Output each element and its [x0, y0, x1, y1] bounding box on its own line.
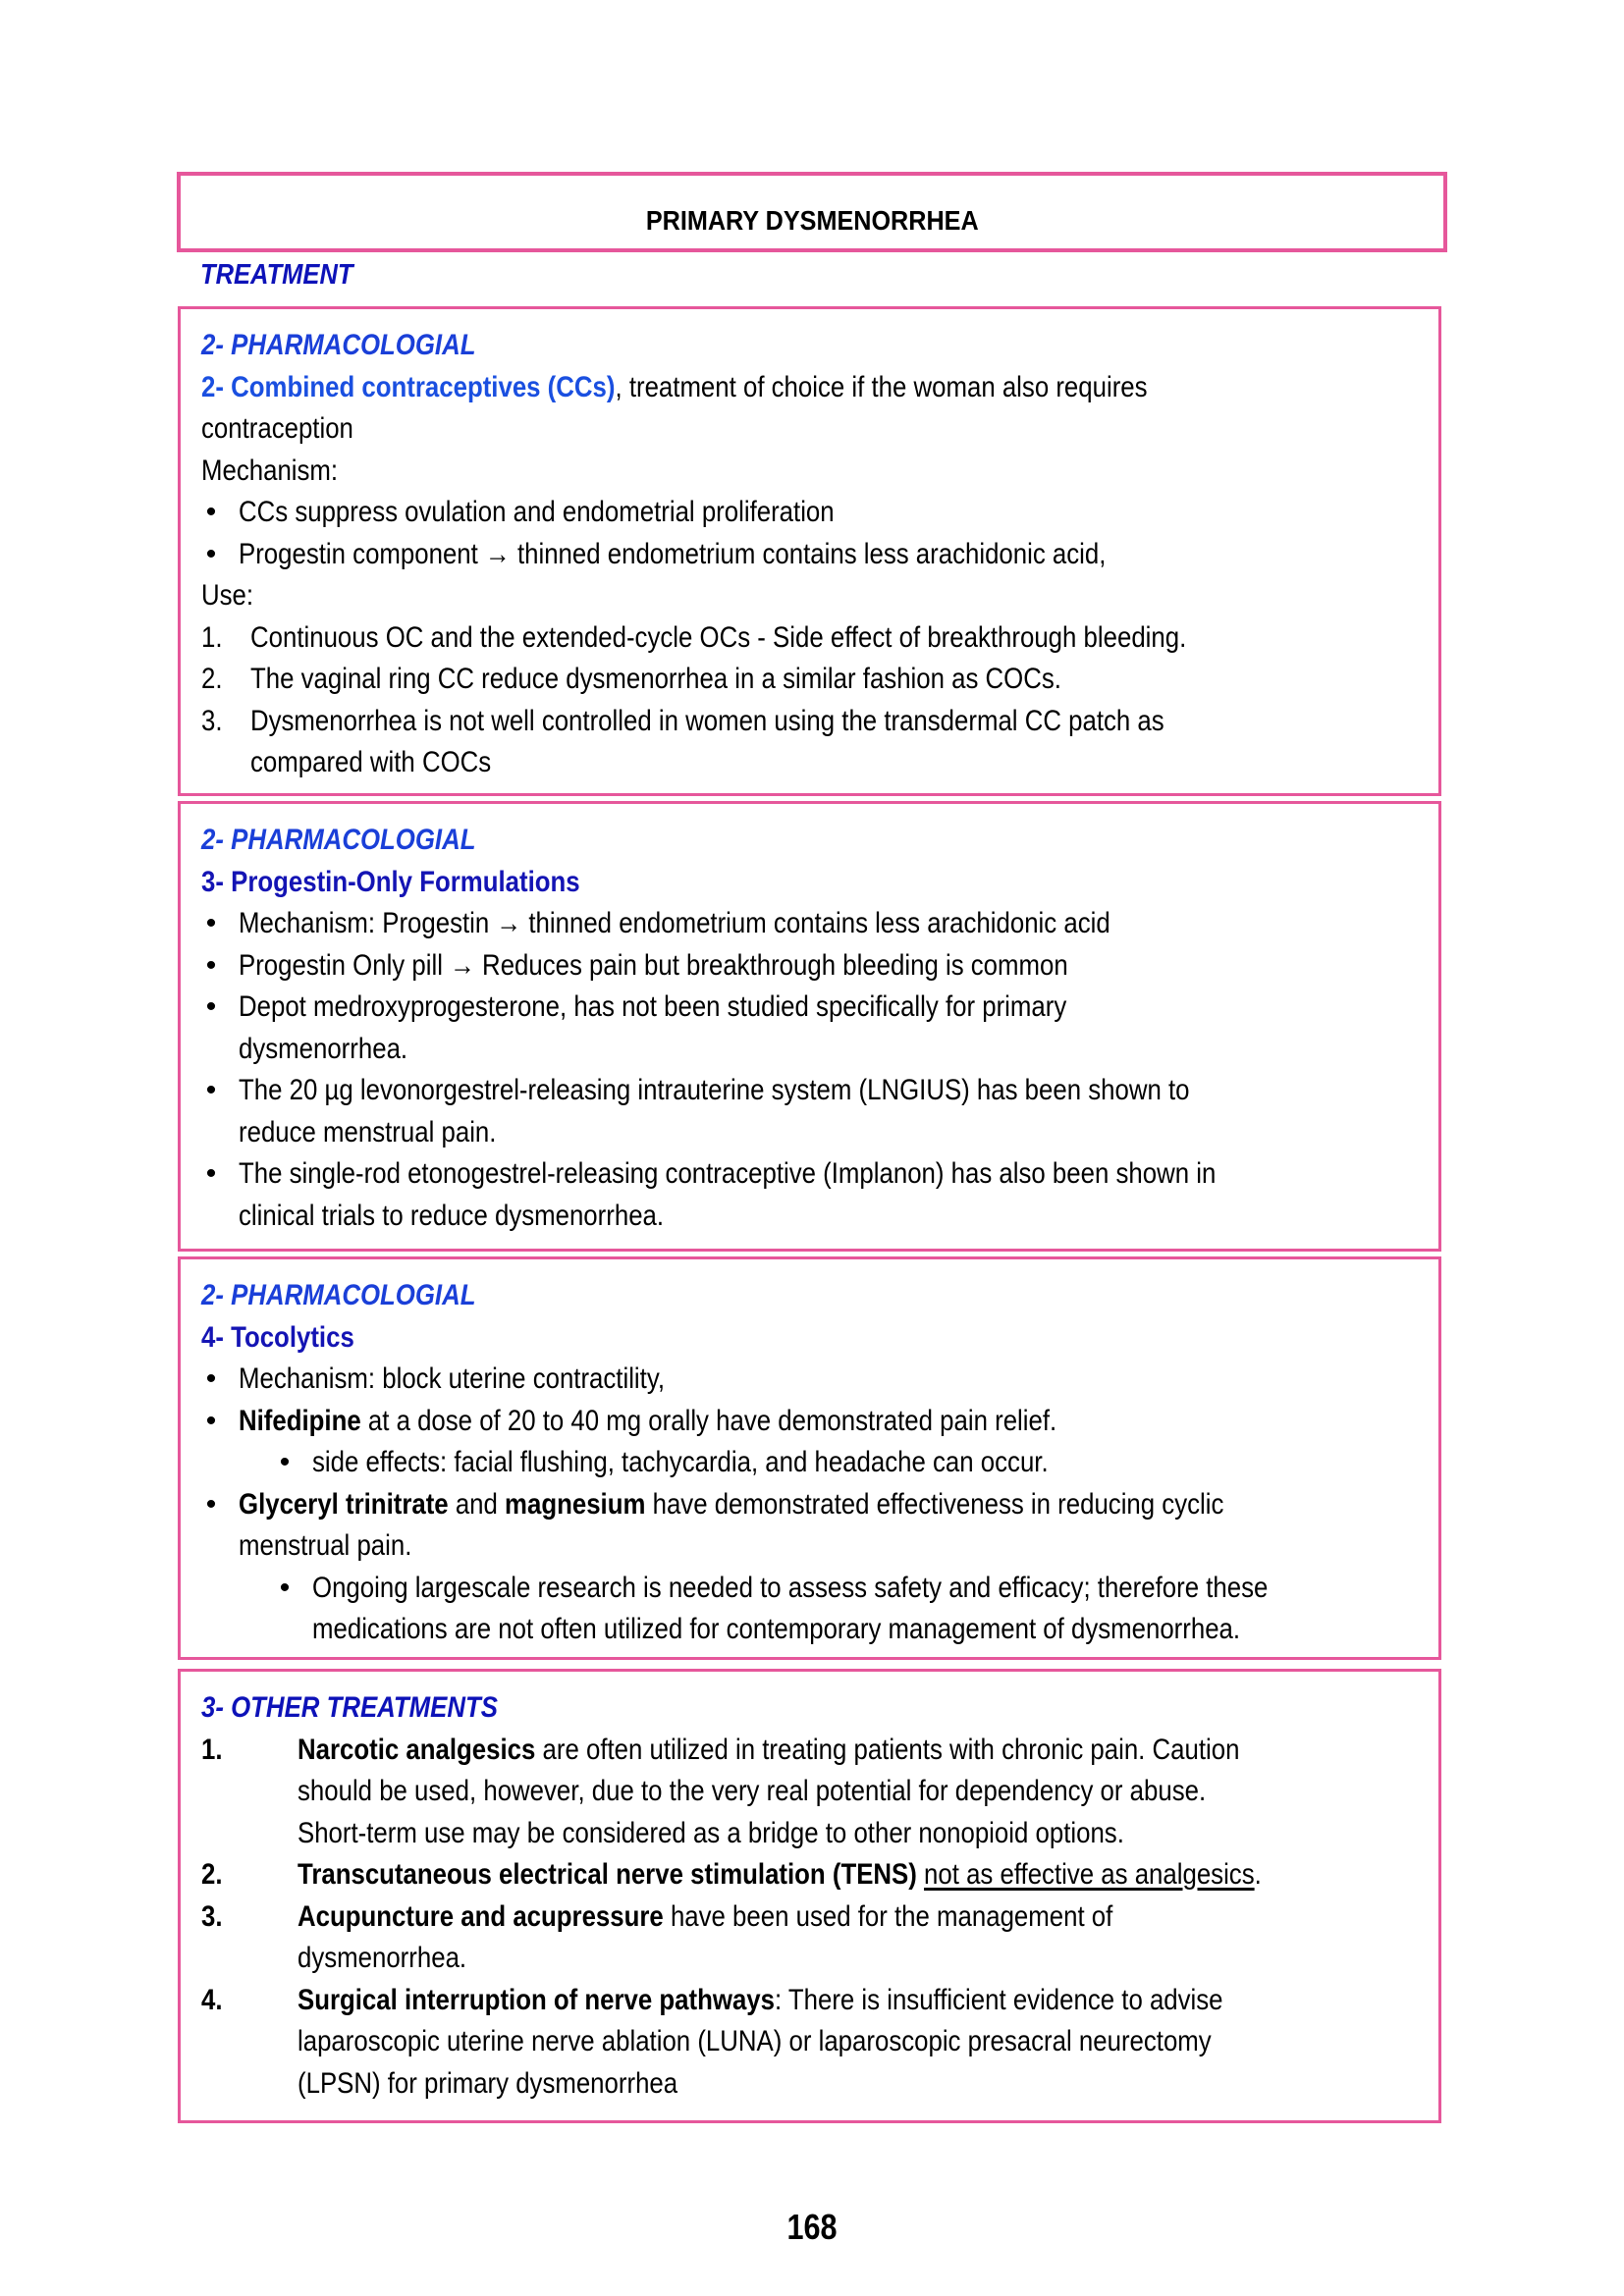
box-subheading: 2- Combined contraceptives (CCs)	[201, 370, 616, 403]
bullet-icon: •	[205, 948, 217, 982]
mechanism-label: Mechanism:	[201, 454, 339, 487]
list-item-text: The 20 µg levonorgestrel-releasing intrauterine system (LNGIUS) has been shown to	[239, 1074, 1190, 1106]
list-item-text: clinical trials to reduce dysmenorrhea.	[239, 1199, 665, 1232]
list-item	[201, 534, 1419, 576]
numbered-item	[201, 1730, 1419, 1772]
item-text: dysmenorrhea.	[298, 1942, 467, 1974]
numbered-item-continuation	[201, 1771, 1419, 1813]
numbered-item	[201, 1980, 1419, 2022]
box-heading: 2- PHARMACOLOGIAL	[201, 329, 476, 361]
box-heading: 3- OTHER TREATMENTS	[201, 1691, 498, 1724]
item-text: The vaginal ring CC reduce dysmenorrhea in a similar fashion as COCs.	[250, 663, 1061, 695]
drug-name: Glyceryl trinitrate	[239, 1487, 449, 1521]
box-heading: 2- PHARMACOLOGIAL	[201, 1279, 476, 1311]
treatment-name: Surgical interruption of nerve pathways	[298, 1983, 775, 2016]
box-heading: 2- PHARMACOLOGIAL	[201, 824, 476, 856]
numbered-item	[201, 617, 1419, 660]
subheading-continuation: contraception	[201, 412, 353, 445]
list-item-continuation	[201, 1112, 1419, 1154]
list-item	[201, 1401, 1419, 1443]
page-number-text: 168	[786, 2207, 838, 2247]
bullet-icon: •	[205, 496, 217, 528]
bullet-icon: •	[279, 1571, 291, 1604]
drug-name: magnesium	[505, 1487, 646, 1521]
item-number: 3.	[201, 1899, 223, 1933]
conjunction-text: and	[448, 1487, 506, 1521]
numbered-item-continuation	[201, 1813, 1419, 1855]
item-text: : There is insufficient evidence to advise	[774, 1983, 1223, 2016]
list-item-text: Mechanism: block uterine contractility,	[239, 1362, 665, 1395]
list-item-text: Progestin component → thinned endometrium contains less arachidonic acid,	[239, 537, 1107, 570]
underlined-note: not as effective as analgesics	[924, 1858, 1255, 1891]
box-progestin-only	[178, 801, 1441, 1252]
sub-list-item-continuation	[201, 1609, 1419, 1651]
list-item	[201, 1070, 1419, 1112]
numbered-item-continuation	[201, 742, 1419, 784]
list-item-text: CCs suppress ovulation and endometrial proliferation	[239, 496, 835, 528]
page-number	[0, 2207, 1624, 2248]
sub-list-item	[201, 1568, 1419, 1610]
item-text: .	[1254, 1858, 1262, 1891]
bullet-icon: •	[205, 1362, 217, 1395]
treatment-name: Narcotic analgesics	[298, 1733, 536, 1766]
item-text: should be used, however, due to the very real potential for dependency or abuse.	[298, 1775, 1207, 1807]
bullet-icon: •	[205, 990, 217, 1023]
treatment-name: Acupuncture and acupressure	[298, 1899, 664, 1933]
list-item-continuation	[201, 1029, 1419, 1071]
numbered-item-continuation	[201, 2021, 1419, 2063]
list-item	[201, 945, 1419, 988]
section-label-treatment: TREATMENT	[200, 259, 353, 291]
bullet-icon: •	[205, 907, 217, 939]
spacer-text	[917, 1858, 924, 1891]
item-number: 1.	[201, 620, 223, 654]
subheading-suffix: , treatment of choice if the woman also requires	[615, 370, 1148, 403]
use-label: Use:	[201, 579, 254, 612]
box-combined-contraceptives	[178, 306, 1441, 796]
list-item	[201, 492, 1419, 534]
item-text: laparoscopic uterine nerve ablation (LUNA) or laparoscopic presacral neurectomy	[298, 2025, 1212, 2057]
numbered-item	[201, 659, 1419, 701]
list-item	[201, 1153, 1419, 1196]
box-subheading: 3- Progestin-Only Formulations	[201, 865, 580, 898]
list-item-text: The single-rod etonogestrel-releasing contraceptive (Implanon) has also been shown in	[239, 1157, 1217, 1190]
list-item-text: Mechanism: Progestin → thinned endometrium contains less arachidonic acid	[239, 907, 1110, 939]
item-number: 2.	[201, 663, 223, 695]
box-other-treatments	[178, 1669, 1441, 2123]
list-item-text: menstrual pain.	[239, 1529, 412, 1562]
list-item-text: dysmenorrhea.	[239, 1032, 408, 1065]
drug-name: Nifedipine	[239, 1404, 361, 1437]
bullet-icon: •	[205, 1487, 217, 1521]
sub-list-item-text: Ongoing largescale research is needed to assess safety and efficacy; therefore these	[312, 1571, 1269, 1604]
list-item	[201, 903, 1419, 945]
box-tocolytics	[178, 1256, 1441, 1660]
numbered-item	[201, 1854, 1419, 1896]
item-text: have been used for the management of	[663, 1899, 1113, 1933]
item-text: are often utilized in treating patients with chronic pain. Caution	[535, 1733, 1240, 1766]
sub-list-item-text: side effects: facial flushing, tachycardia, and headache can occur.	[312, 1446, 1049, 1478]
bullet-icon: •	[205, 1074, 217, 1106]
numbered-item	[201, 701, 1419, 743]
list-item-text: reduce menstrual pain.	[239, 1115, 497, 1148]
item-text: Dysmenorrhea is not well controlled in women using the transdermal CC patch as	[250, 704, 1164, 737]
sub-list-item-text: medications are not often utilized for contemporary management of dysmenorrhea.	[312, 1613, 1241, 1645]
bullet-icon: •	[205, 1404, 217, 1437]
bullet-icon: •	[205, 1157, 217, 1190]
item-text: Continuous OC and the extended-cycle OCs - Side effect of breakthrough bleeding.	[250, 620, 1187, 654]
item-number: 2.	[201, 1858, 223, 1891]
treatment-name: Transcutaneous electrical nerve stimulation (TENS)	[298, 1858, 917, 1891]
list-item	[201, 1359, 1419, 1401]
page-title: PRIMARY DYSMENORRHEA	[645, 205, 979, 236]
list-item	[201, 1484, 1419, 1526]
numbered-item-continuation	[201, 1938, 1419, 1980]
list-item-text: have demonstrated effectiveness in reducing cyclic	[645, 1487, 1224, 1521]
list-item-text: Depot medroxyprogesterone, has not been studied specifically for primary	[239, 990, 1067, 1023]
list-item-continuation	[201, 1525, 1419, 1568]
box-subheading: 4- Tocolytics	[201, 1320, 354, 1354]
numbered-item-continuation	[201, 2063, 1419, 2106]
item-text: Short-term use may be considered as a bridge to other nonopioid options.	[298, 1816, 1124, 1849]
item-number: 3.	[201, 704, 223, 737]
bullet-icon: •	[279, 1446, 291, 1478]
list-item	[201, 987, 1419, 1029]
sub-list-item	[201, 1442, 1419, 1484]
item-text: (LPSN) for primary dysmenorrhea	[298, 2066, 678, 2100]
list-item-text: Progestin Only pill → Reduces pain but breakthrough bleeding is common	[239, 948, 1068, 982]
numbered-item	[201, 1896, 1419, 1939]
bullet-icon: •	[205, 537, 217, 570]
item-text: compared with COCs	[250, 746, 492, 778]
item-number: 1.	[201, 1733, 223, 1766]
list-item-text: at a dose of 20 to 40 mg orally have demonstrated pain relief.	[360, 1404, 1057, 1437]
item-number: 4.	[201, 1983, 223, 2016]
title-box	[177, 172, 1447, 252]
list-item-continuation	[201, 1196, 1419, 1238]
